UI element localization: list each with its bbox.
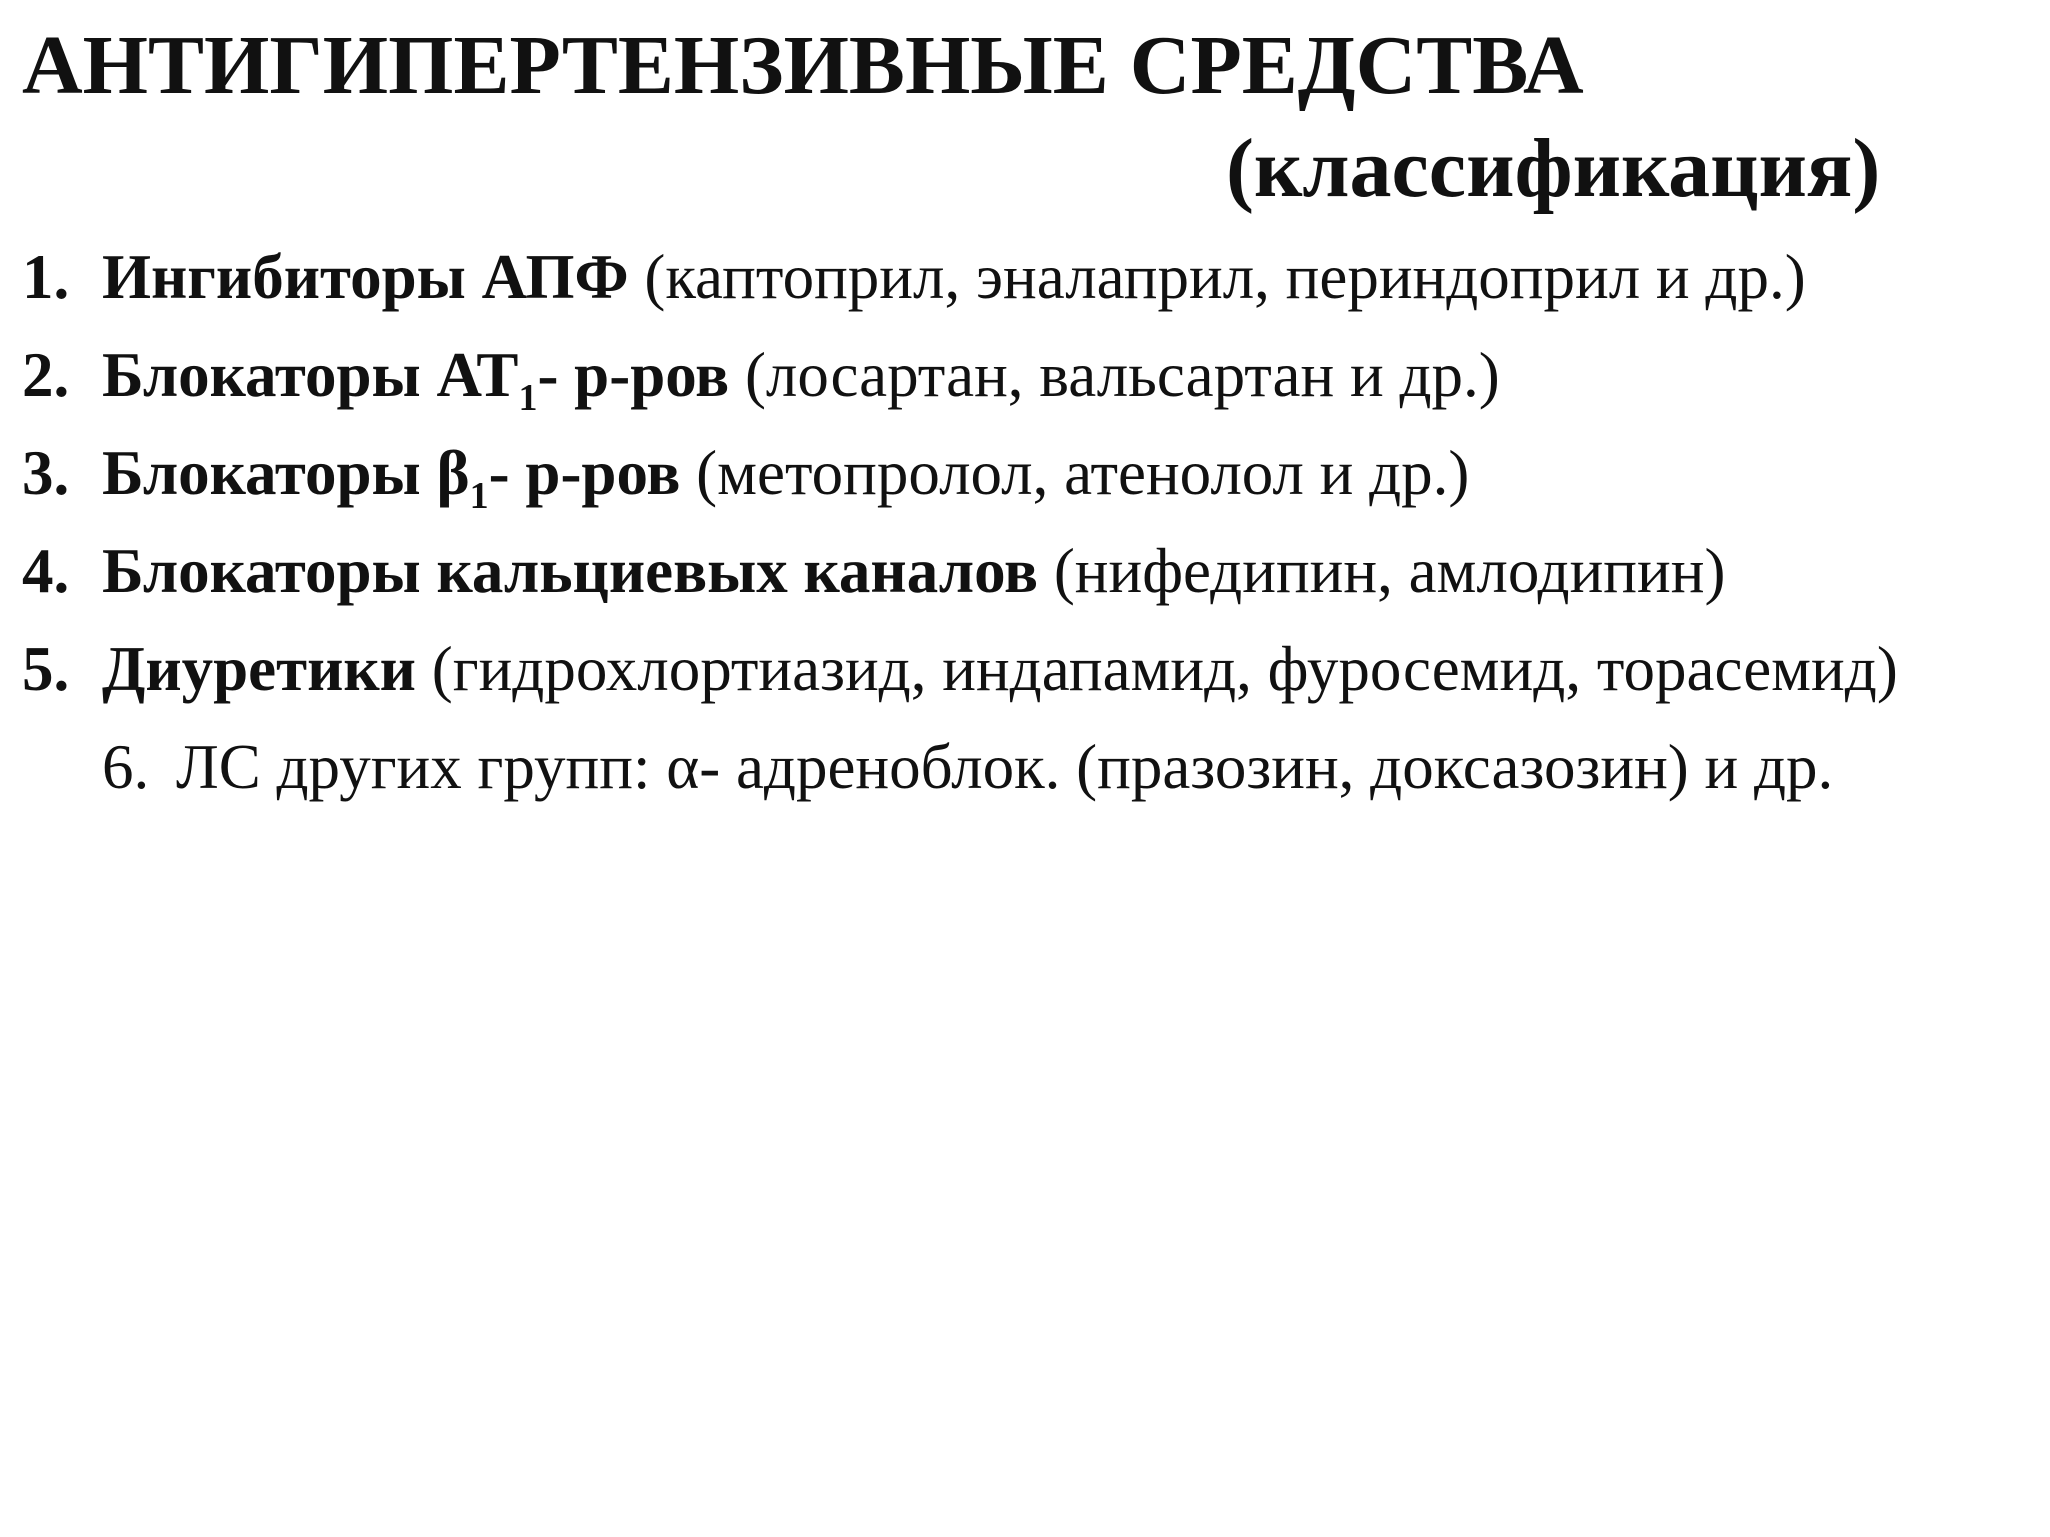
list-item [22, 424, 2050, 522]
list-item [22, 228, 2050, 326]
list-item-heading-tail: - р-ров [488, 438, 681, 508]
list-item [22, 620, 2050, 718]
list-item-number: 4. [22, 536, 70, 606]
page-subtitle: (классификация) [1226, 122, 1881, 215]
list-item-number: 2. [22, 340, 70, 410]
list-item [22, 522, 2050, 620]
list-item-subscript: 1 [469, 475, 489, 517]
list-item-examples: ЛС других групп: α- адреноблок. (празозин, доксазозин) и др. [176, 732, 1834, 802]
list-item-number: 6. [102, 732, 150, 802]
list-item-subscript: 1 [518, 377, 538, 419]
list-item-heading-tail: - р-ров [537, 340, 730, 410]
list-item-examples: (каптоприл, эналаприл, периндоприл и др.) [628, 242, 1806, 312]
page-title: АНТИГИПЕРТЕНЗИВНЫЕ СРЕДСТВА [22, 19, 1584, 112]
list-item-number: 3. [22, 438, 70, 508]
classification-list [22, 228, 2050, 816]
list-item-examples: (лосартан, вальсартан и др.) [729, 340, 1500, 410]
list-item-heading: Ингибиторы АПФ [102, 242, 629, 312]
list-item-examples: (метопролол, атенолол и др.) [680, 438, 1470, 508]
list-item-heading: Блокаторы β [102, 438, 470, 508]
list-item-examples: (гидрохлортиазид, индапамид, фуросемид, торасемид) [416, 634, 1898, 704]
list-item-number: 5. [22, 634, 70, 704]
list-item-heading: Блокаторы АТ [102, 340, 519, 410]
list-item-heading: Блокаторы кальциевых каналов [102, 536, 1039, 606]
list-item-examples: (нифедипин, амлодипин) [1038, 536, 1726, 606]
list-item [22, 326, 2050, 424]
list-item-heading: Диуретики [102, 634, 416, 704]
list-item [22, 718, 2050, 816]
list-item-number: 1. [22, 242, 70, 312]
